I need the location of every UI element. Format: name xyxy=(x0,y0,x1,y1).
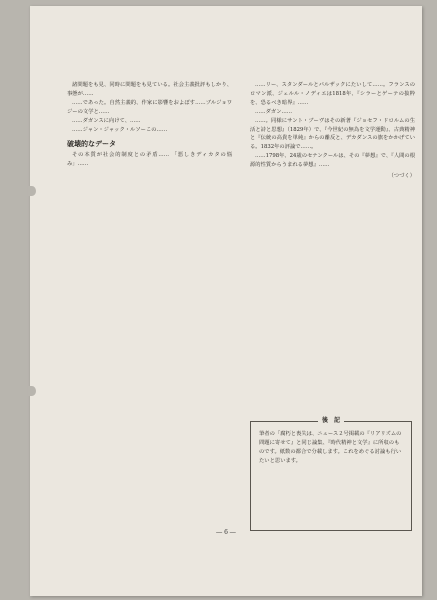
paragraph: 諸問題をも見、同時に問題をも見ている。社会主義批評もしかり、事態が…… xyxy=(67,82,232,97)
paragraph: ……ダガン…… xyxy=(255,108,293,115)
postscript-body: 筆者の「腐朽と喪失は、ニュース２号掲載の『リアリズムの問題に寄せて』と同じ論集、『時代精神と文学』に所収のものです。紙数の都合で分載します。これをめぐる討論も行いたいと思います。 xyxy=(259,431,402,464)
page-sheet xyxy=(30,6,422,596)
paragraph: ……ダガンスに向けて、…… xyxy=(72,117,141,124)
right-column xyxy=(250,81,415,411)
paragraph: ……ジャン・ジャック・ルソーこの…… xyxy=(72,126,168,133)
postscript-box xyxy=(250,417,412,531)
postscript-title: 後 記 xyxy=(318,417,344,424)
paragraph: ……リー、スタンダールとバルザックにたいして……。フランスのロマン派、ジェルル・ノディエは1818年、『シラーとゲーテの抜粋を、恐るべき暗界』…… xyxy=(250,82,415,106)
continued-mark: （つづく） xyxy=(388,173,415,180)
left-column xyxy=(67,81,232,541)
paragraph: その本質が社会的制度との矛盾…… 「悪しきディカタの悩み」…… xyxy=(67,152,232,168)
paragraph: ……。同様にサント・ブーヴはその新著『ジョセフ・ドロルムの生活と詩と思想』（1829年）で、『今世紀の無為を文学運動』、古典精神と『伝統の高貴を単純』からの離反と、デカダンスの旗をかかげている。1832年の評論で……。 xyxy=(250,117,415,151)
binding-hole xyxy=(28,186,36,196)
binding-hole xyxy=(28,386,36,396)
paragraph: ……1798年、24歳のセナンクールは、その『夢想』で、『人間の根源的性質からうまれる夢想』…… xyxy=(250,153,415,169)
page-number: ― 6 ― xyxy=(216,529,236,536)
section-heading: 破壊的なデータ xyxy=(67,140,116,149)
paragraph: ……であった。自然主義的、作家に影響をおよぼす……ブルジョワジーの文学と…… xyxy=(67,99,232,115)
